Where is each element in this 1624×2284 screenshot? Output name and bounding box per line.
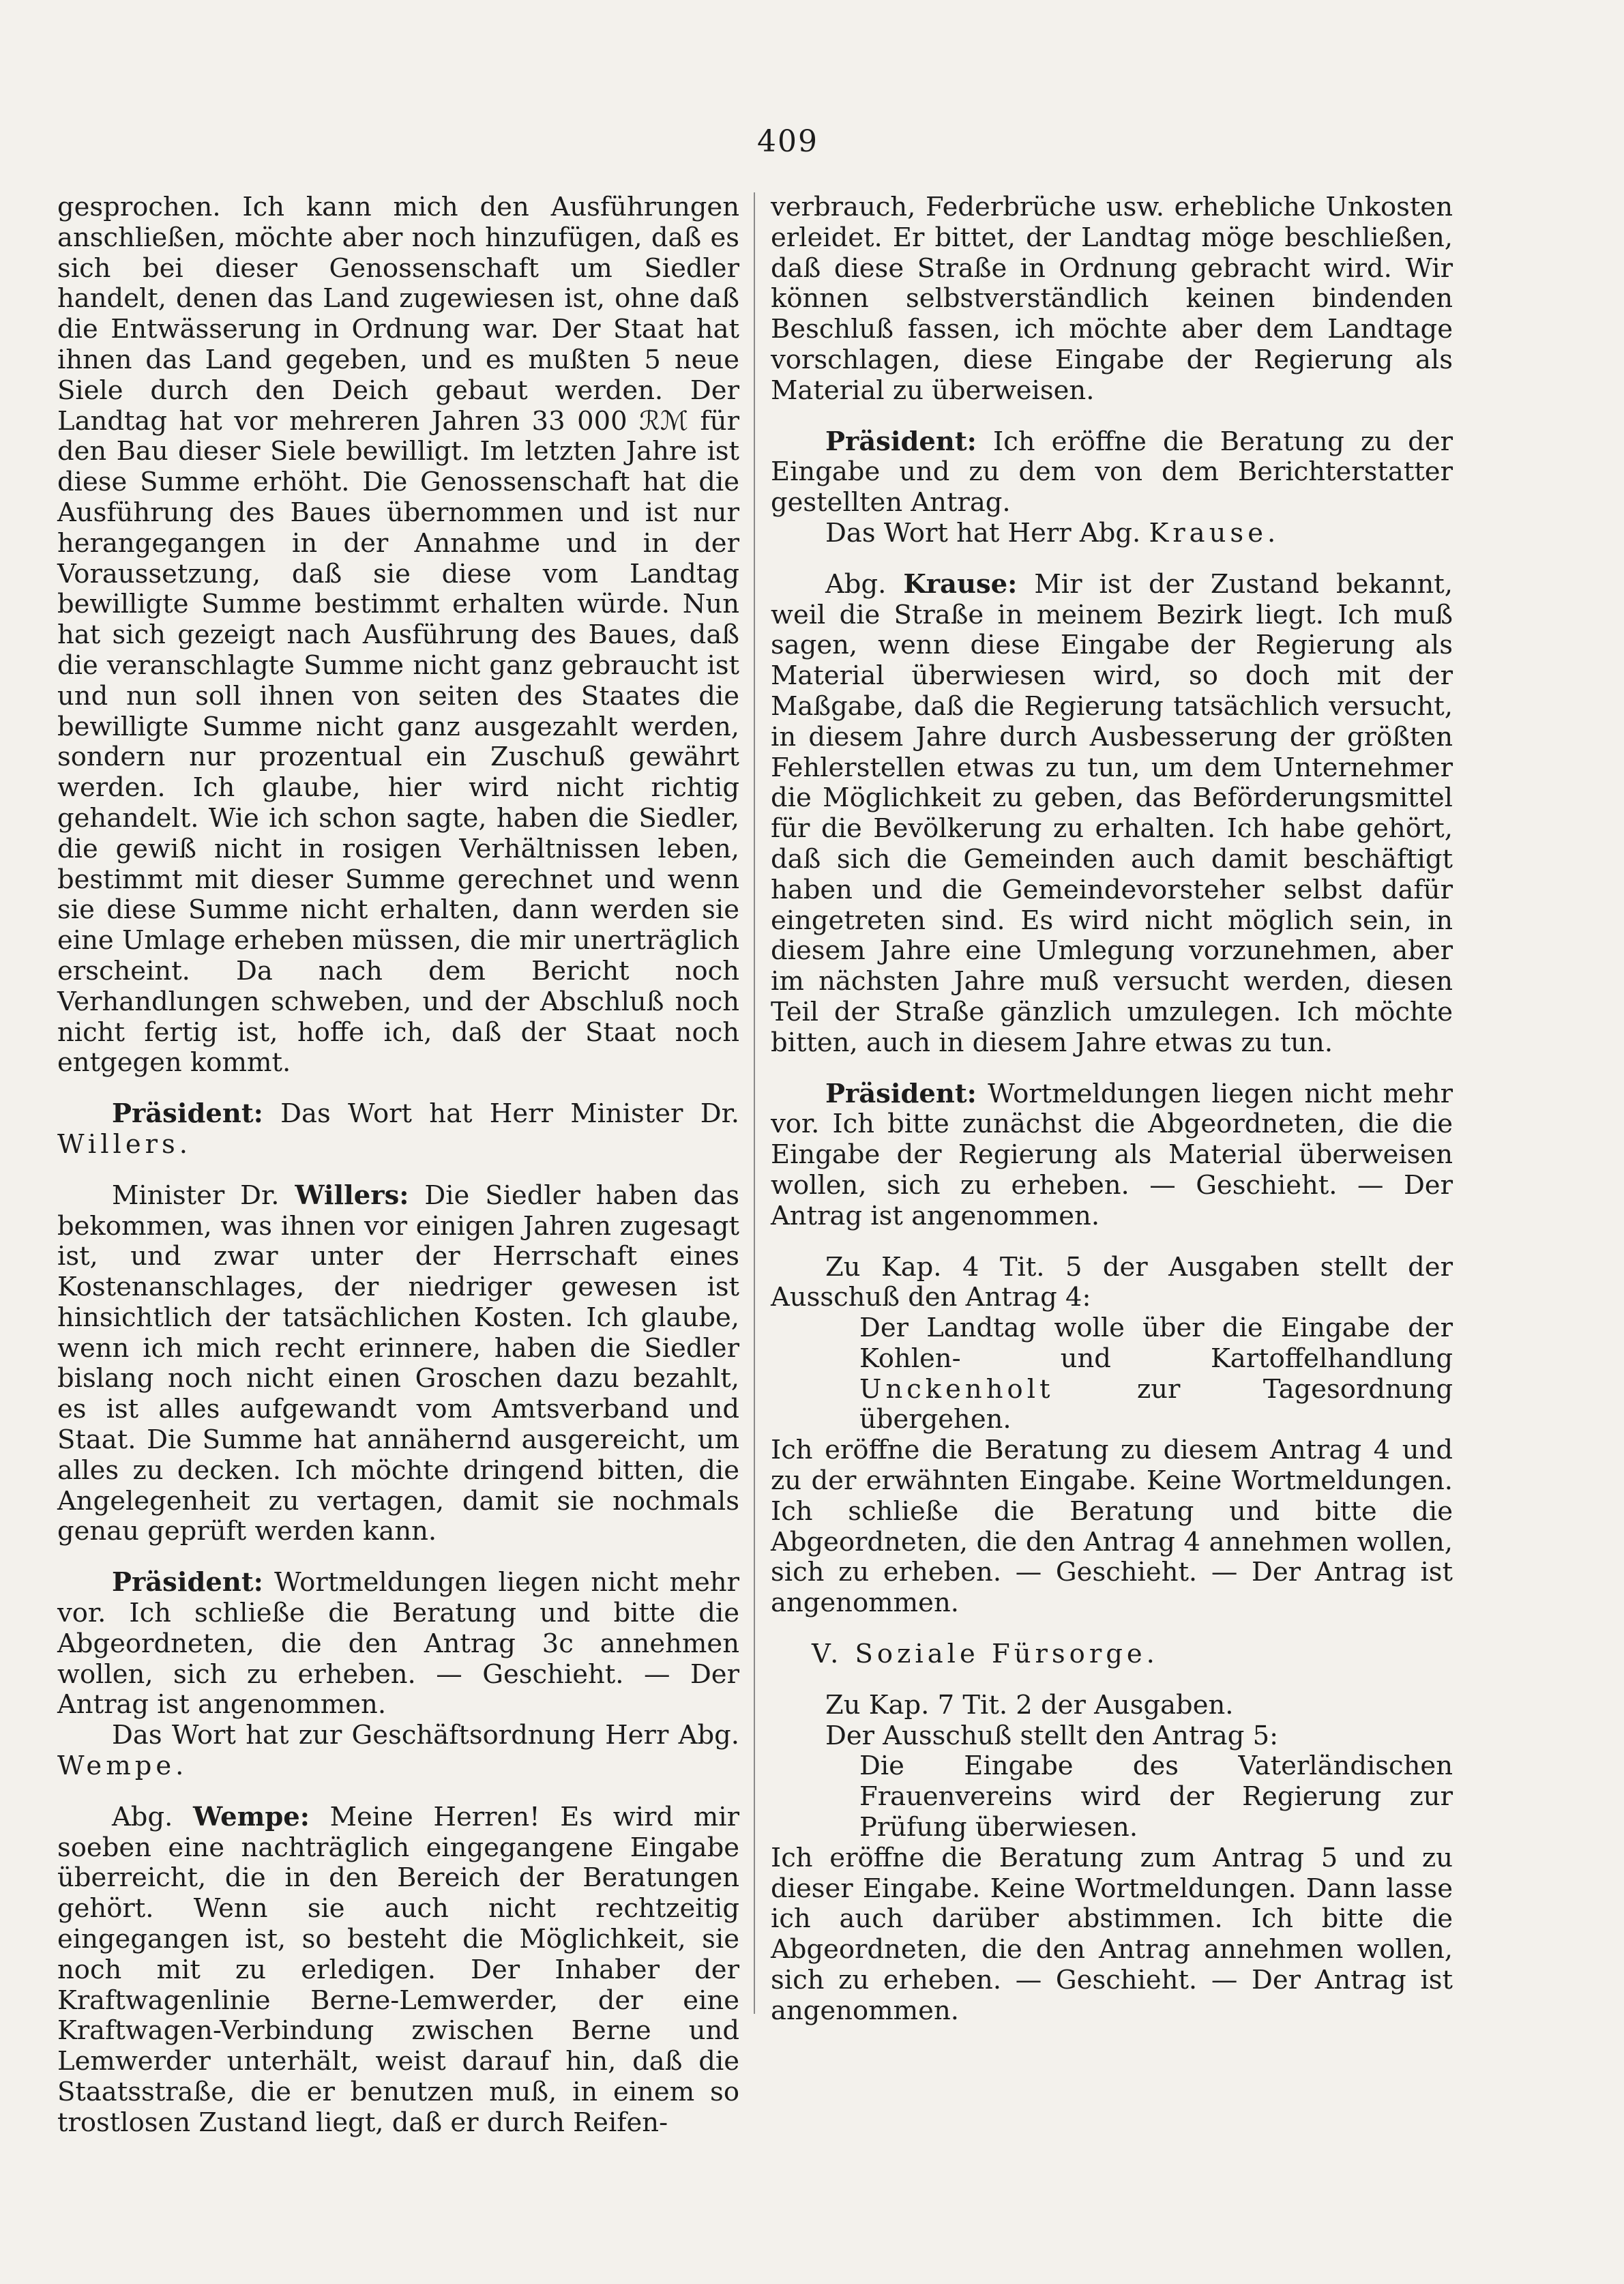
left-column: [57, 192, 739, 2139]
text-run: Die Siedler haben das bekommen, was ihnen vor einigen Jahren zugesagt ist, und zwar unter der Herrschaft eines Kostenanschlages, der niedriger gewesen ist hinsichtlich der tatsächlichen Kosten. Ich glaube, wenn ich mich recht erinnere, haben die Siedler bislang noch nicht einen Groschen dazu bezahlt, es ist alles aufgewandt vom Amtsverband und Staat. Die Summe hat annähernd ausgereicht, um alles zu decken. Ich möchte dringend bitten, die Angelegenheit zu vertagen, damit sie nochmals genau geprüft werden kann.: [57, 1180, 739, 1547]
text-run: gesprochen. Ich kann mich den Ausführungen anschließen, möchte aber noch hinzufügen, daß es sich bei dieser Genossenschaft um Siedler handelt, denen das Land zugewiesen ist, ohne daß die Entwässerung in Ordnung war. Der Staat hat ihnen das Land gegeben, und es mußten 5 neue Siele durch den Deich gebaut werden. Der Landtag hat vor mehreren Jahren 33 000 ℛℳ für den Bau dieser Siele bewilligt. Im letzten Jahre ist diese Summe erhöht. Die Genossenschaft hat die Ausführung des Baues übernommen und ist nur herangegangen in der Annahme und in der Voraussetzung, daß sie diese vom Landtag bewilligte Summe bestimmt erhalten würde. Nun hat sich gezeigt nach Ausführung des Baues, daß die veranschlagte Summe nicht ganz gebraucht ist und nun soll ihnen von seiten des Staates die bewilligte Summe nicht ganz ausgezahlt werden, sondern nur prozentual ein Zuschuß gewährt werden. Ich glaube, hier wird nicht richtig gehandelt. Wie ich schon sagte, haben die Siedler, die gewiß nicht in rosigen Verhältnissen leben, bestimmt mit dieser Summe gerechnet und wenn sie diese Summe nicht erhalten, dann werden sie eine Umlage erheben müssen, die mir unerträglich erscheint. Da nach dem Bericht noch Verhandlungen schweben, und der Abschluß noch nicht fertig ist, hoffe ich, daß der Staat noch entgegen kommt.: [57, 192, 739, 1079]
paragraph: [771, 1639, 1453, 1670]
text-run: Ich eröffne die Beratung zu der Eingabe und zu dem von dem Berichterstatter gestellten Antrag.: [771, 426, 1453, 518]
paragraph: [771, 1253, 1453, 1314]
text-run: Meine Herren! Es wird mir soeben eine nachträglich eingegangene Eingabe überreicht, die in den Bereich der Beratungen gehört. Wenn sie auch nicht rechtzeitig eingegangen ist, so besteht die Möglichkeit, sie noch mit zu erledigen. Der Inhaber der Kraftwagenlinie Berne-Lemwerder, der eine Kraftwagen-Verbindung zwischen Berne und Lemwerder unterhält, weist darauf hin, daß die Staatsstraße, die er benutzen muß, in einem so trostlosen Zustand liegt, daß er durch Reifen-: [57, 1801, 739, 2138]
text-run: Mir ist der Zustand bekannt, weil die Straße in meinem Bezirk liegt. Ich muß sagen, wenn diese Eingabe der Regierung als Material überwiesen wird, so doch mit der Maßgabe, daß die Regierung tatsächlich versucht, in diesem Jahre durch Ausbesserung der größten Fehlerstellen etwas zu tun, um dem Unternehmer die Möglichkeit zu geben, das Beförderungsmittel für die Bevölkerung zu erhalten. Ich habe gehört, daß sich die Gemeinden auch damit beschäftigt haben und die Gemeindevorsteher selbst dafür eingetreten sind. Es wird nicht möglich sein, in diesem Jahre eine Umlegung vorzunehmen, aber im nächsten Jahre muß versucht werden, diesen Teil der Straße gänzlich umzulegen. Ich möchte bitten, auch in diesem Jahre etwas zu tun.: [771, 568, 1453, 1058]
text-run: V. Soziale Fürsorge.: [812, 1639, 1159, 1670]
paragraph: [771, 570, 1453, 1059]
text-run: Das Wort hat Herr Minister Dr.: [263, 1098, 739, 1130]
speaker-name: Wempe:: [193, 1801, 310, 1832]
spaced-name: Krause: [1149, 517, 1267, 548]
text-run: Abg.: [112, 1801, 193, 1832]
text-run: .: [1267, 517, 1276, 548]
speaker-name: Präsident:: [112, 1098, 263, 1130]
paragraph: [57, 1181, 739, 1548]
paragraph: [771, 1313, 1453, 1435]
paragraph: [771, 518, 1453, 549]
spaced-name: Unckenholt: [859, 1373, 1054, 1405]
paragraph: [771, 1751, 1453, 1843]
text-run: Ich eröffne die Beratung zu diesem Antrag 4 und zu der erwähnten Eingabe. Keine Wortmeldungen. Ich schließe die Beratung und bitte die Abgeordneten, die den Antrag 4 annehmen wollen, sich zu erheben. — Geschieht. — Der Antrag ist angenommen.: [771, 1435, 1453, 1619]
text-run: Zu Kap. 7 Tit. 2 der Ausgaben.: [825, 1689, 1234, 1721]
text-run: Abg.: [825, 568, 904, 600]
text-run: Ich eröffne die Beratung zum Antrag 5 und zu dieser Eingabe. Keine Wortmeldungen. Dann lasse ich auch darüber abstimmen. Ich bitte die Abgeordneten, die den Antrag annehmen wollen, sich zu erheben. — Geschieht. — Der Antrag ist angenommen.: [771, 1842, 1453, 2026]
paragraph: [771, 1079, 1453, 1232]
paragraph: [57, 1568, 739, 1721]
spaced-name: Willers: [57, 1128, 179, 1160]
text-run: zur Tagesordnung übergehen.: [859, 1373, 1453, 1435]
text-run: Das Wort hat zur Geschäftsordnung Herr Abg.: [112, 1720, 739, 1751]
right-column: [771, 192, 1453, 2027]
paragraph: [771, 192, 1453, 407]
text-run: Die Eingabe des Vaterländischen Frauenvereins wird der Regierung zur Prüfung überwiesen.: [859, 1751, 1453, 1843]
speaker-name: Krause:: [903, 568, 1018, 600]
text-run: Wortmeldungen liegen nicht mehr vor. Ich schließe die Beratung und bitte die Abgeordneten, die den Antrag 3c annehmen wollen, sich zu erheben. — Geschieht. — Der Antrag ist angenommen.: [57, 1567, 739, 1721]
text-run: verbrauch, Federbrüche usw. erhebliche Unkosten erleidet. Er bittet, der Landtag möge beschließen, daß diese Straße in Ordnung gebracht wird. Wir können selbstverständlich keinen bindenden Beschluß fassen, ich möchte aber dem Landtage vorschlagen, diese Eingabe der Regierung als Material zu überweisen.: [771, 192, 1453, 406]
page-number: 409: [757, 124, 818, 159]
paragraph: [771, 1690, 1453, 1721]
text-run: Das Wort hat Herr Abg.: [825, 517, 1149, 548]
column-divider: [754, 192, 755, 2014]
paragraph: [771, 427, 1453, 518]
paragraph: [57, 192, 739, 1079]
speaker-name: Präsident:: [825, 1078, 977, 1109]
text-run: Minister Dr.: [112, 1180, 295, 1211]
text-run: Der Ausschuß stellt den Antrag 5:: [825, 1720, 1279, 1751]
speaker-name: Willers:: [295, 1180, 409, 1211]
text-run: Der Landtag wolle über die Eingabe der Kohlen- und Kartoffelhandlung: [859, 1313, 1453, 1374]
paragraph: [771, 1843, 1453, 2027]
text-run: .: [175, 1751, 184, 1782]
paragraph: [771, 1435, 1453, 1619]
paragraph: [57, 1802, 739, 2139]
paragraph: [771, 1721, 1453, 1752]
speaker-name: Präsident:: [112, 1567, 263, 1598]
paragraph: [57, 1721, 739, 1782]
spaced-name: Wempe: [57, 1751, 176, 1782]
text-run: .: [179, 1128, 188, 1160]
speaker-name: Präsident:: [825, 426, 977, 457]
text-run: Zu Kap. 4 Tit. 5 der Ausgaben stellt der Ausschuß den Antrag 4:: [771, 1251, 1453, 1313]
text-run: Wortmeldungen liegen nicht mehr vor. Ich bitte zunächst die Abgeordneten, die die Eingabe der Regierung als Material überweisen wollen, sich zu erheben. — Geschieht. — Der Antrag ist angenommen.: [771, 1078, 1453, 1231]
paragraph: [57, 1099, 739, 1160]
